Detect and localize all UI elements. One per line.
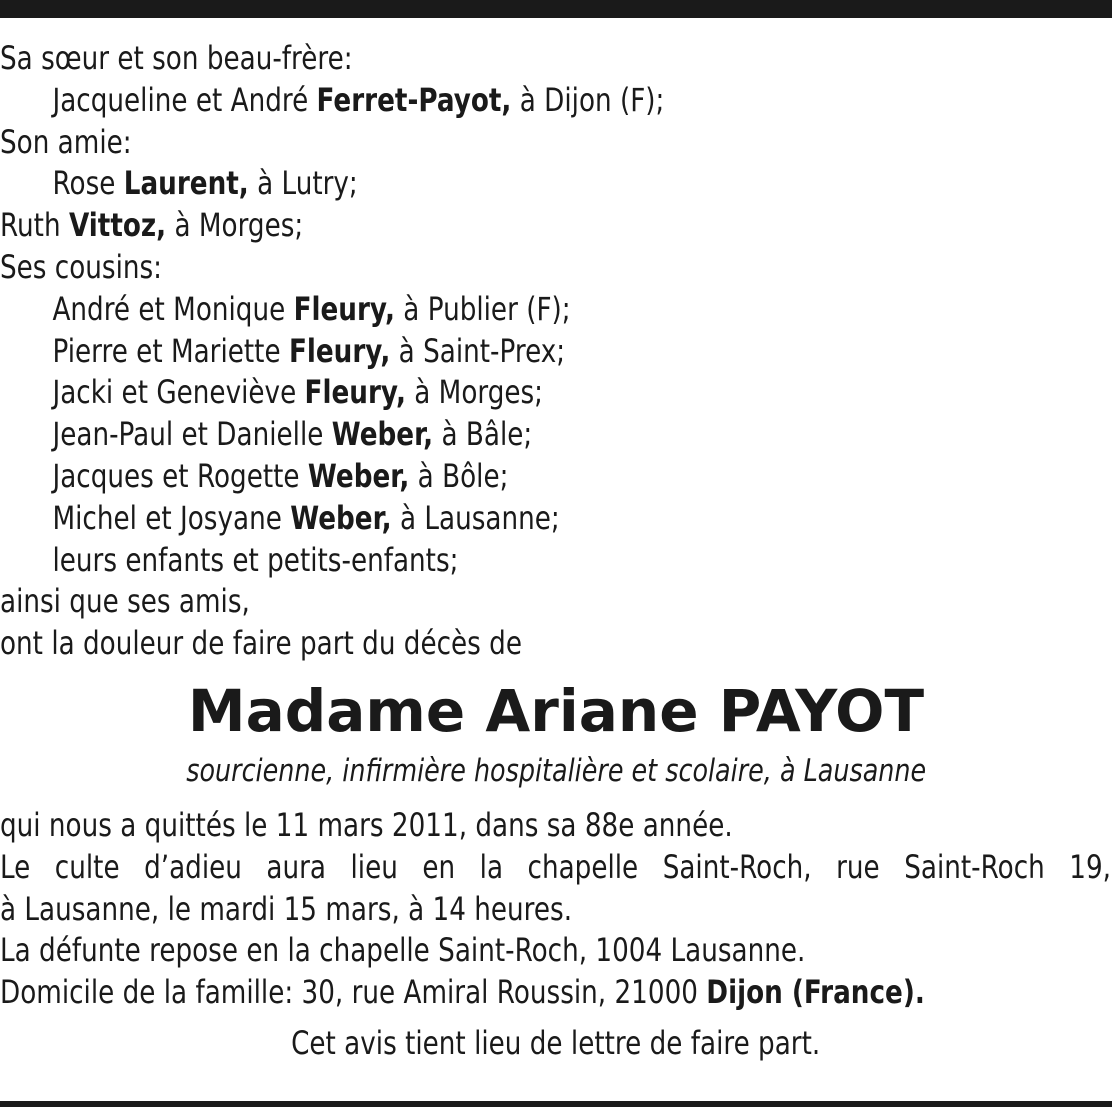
repose-line [0, 930, 912, 972]
service-word: rue [836, 847, 880, 886]
family-address-city: Dijon (France). [706, 973, 925, 1012]
family-line-11 [0, 456, 912, 498]
top-rule [0, 0, 1112, 18]
given-names: Jean-Paul et Danielle [52, 415, 332, 454]
service-time-line [0, 889, 912, 931]
service-word: Le [0, 847, 31, 886]
given-names: Pierre et Mariette [52, 331, 289, 370]
bottom-rule [0, 1101, 1112, 1107]
family-line-9 [0, 372, 912, 414]
announcement-line: ont la douleur de faire part du décès de [0, 624, 522, 663]
family-line-12 [0, 498, 912, 540]
family-label-cousins: Ses cousins: [0, 247, 163, 286]
surname: Fleury, [304, 373, 406, 412]
service-word: 19, [1069, 847, 1112, 886]
friends-line: ainsi que ses amis, [0, 582, 250, 621]
deceased-description-text: sourcienne, infirmière hospitalière et scolaire, à Lausanne [186, 752, 926, 789]
given-names: André et Monique [52, 289, 294, 328]
family-line-3 [0, 122, 912, 164]
family-line-7 [0, 289, 912, 331]
surname: Laurent, [123, 164, 249, 203]
service-word: d’adieu [144, 847, 242, 886]
surname: Weber, [290, 498, 392, 537]
family-line-4 [0, 163, 912, 205]
family-line-1 [0, 38, 912, 80]
given-names: Jacqueline et André [52, 80, 317, 119]
service-word: lieu [350, 847, 398, 886]
place: à Bôle; [409, 456, 509, 495]
service-time-text: à Lausanne, le mardi 15 mars, à 14 heures. [0, 889, 573, 928]
deceased-name: Madame Ariane PAYOT [187, 676, 925, 745]
service-word: chapelle [527, 847, 639, 886]
family-address-line [0, 972, 925, 1014]
family-line-15 [0, 623, 912, 665]
place: à Morges; [166, 206, 304, 245]
surname: Weber, [307, 456, 410, 495]
service-word: en [422, 847, 456, 886]
family-line-5 [0, 205, 912, 247]
given-names: Ruth [0, 206, 69, 245]
death-date-line [0, 805, 912, 847]
given-names: Rose [52, 164, 124, 203]
surname: Fleury, [288, 331, 391, 370]
place: à Lutry; [248, 164, 358, 203]
place: à Dijon (F); [511, 80, 665, 119]
surname: Weber, [331, 415, 434, 454]
closing-text: Cet avis tient lieu de lettre de faire part. [291, 1023, 821, 1062]
service-word: aura [266, 847, 326, 886]
place: à Bâle; [433, 415, 533, 454]
funeral-details [0, 805, 1112, 1014]
service-word: Saint-Roch, [662, 847, 812, 886]
family-label-friend: Son amie: [0, 122, 132, 161]
family-address-text: Domicile de la famille: 30, rue Amiral Roussin, 21000 [0, 973, 707, 1012]
family-line-2 [0, 80, 912, 122]
descendants-line: leurs enfants et petits-enfants; [52, 540, 459, 579]
service-word: la [479, 847, 504, 886]
family-line-10 [0, 414, 912, 456]
service-word: Saint-Roch [904, 847, 1045, 886]
given-names: Jacques et Rogette [52, 456, 308, 495]
obituary-notice [0, 38, 1112, 1064]
repose-text: La défunte repose en la chapelle Saint-Roch, 1004 Lausanne. [0, 931, 806, 970]
place: à Morges; [405, 373, 544, 412]
death-date-text: qui nous a quittés le 11 mars 2011, dans sa 88e année. [0, 805, 733, 844]
place: à Saint-Prex; [390, 331, 566, 370]
service-word: culte [54, 847, 120, 886]
deceased-description [0, 751, 1112, 791]
place: à Publier (F); [394, 289, 571, 328]
service-line [0, 847, 1111, 889]
given-names: Michel et Josyane [52, 498, 291, 537]
surname: Fleury, [293, 289, 395, 328]
surname: Ferret-Payot, [316, 80, 512, 119]
family-label-sister: Sa sœur et son beau-frère: [0, 39, 353, 77]
family-line-8 [0, 331, 912, 373]
surname: Vittoz, [68, 206, 167, 245]
given-names: Jacki et Geneviève [52, 373, 305, 412]
family-line-6 [0, 247, 912, 289]
family-line-14 [0, 581, 912, 623]
family-line-13 [0, 540, 912, 582]
place: à Lausanne; [391, 498, 560, 537]
closing-note [0, 1022, 1112, 1064]
